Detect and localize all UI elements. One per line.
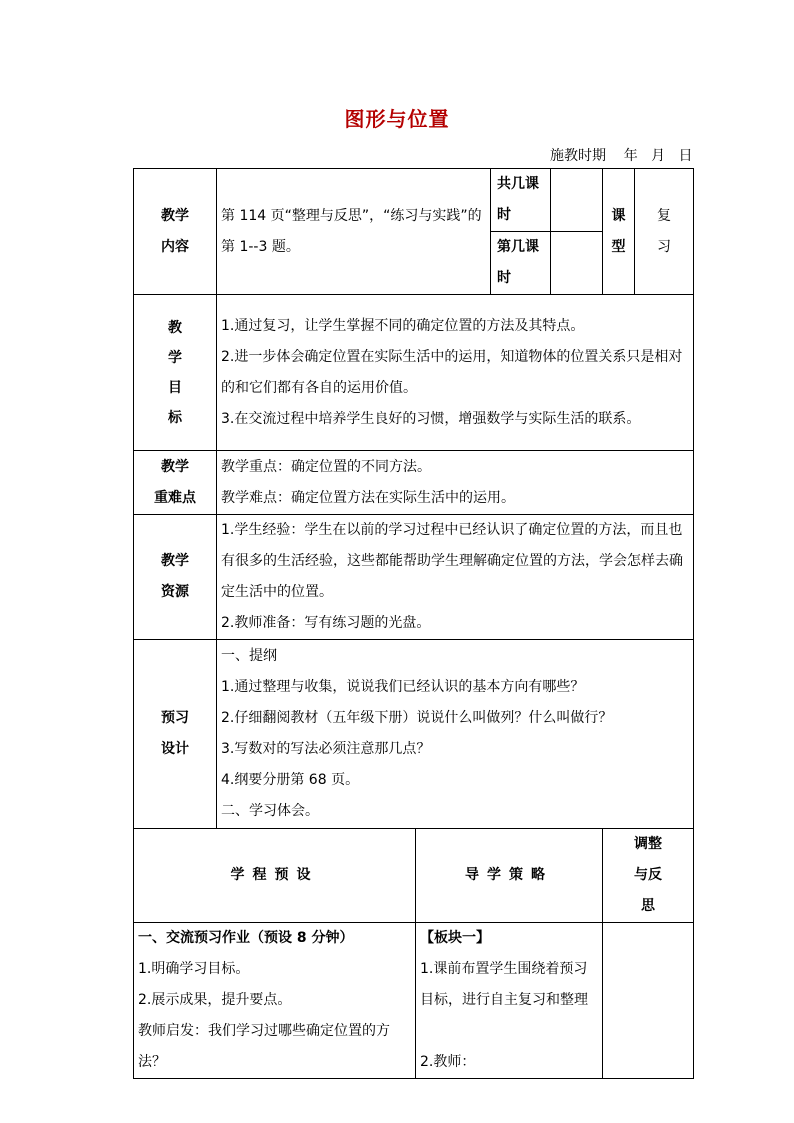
goals-label: 教 学 目 标: [134, 295, 217, 451]
preview-item: 3.写数对的写法必须注意那几点？: [221, 741, 431, 757]
strategy-header: 导学策略: [416, 829, 603, 923]
content-label: 教学 内容: [134, 169, 217, 295]
strategy-content: [416, 923, 603, 1079]
lesson-type-value: 复 习: [635, 169, 694, 295]
process-content: [134, 923, 416, 1079]
total-lessons-value: [551, 169, 603, 232]
strategy-item: 1.课前布置学生围绕着预习目标，进行自主复习和整理: [420, 961, 588, 1008]
process-heading: 一、交流预习作业（预设 8 分钟）: [138, 930, 354, 946]
process-item: 教师启发：我们学习过哪些确定位置的方法？: [138, 1023, 390, 1070]
key-point-item: 教学重点：确定位置的不同方法。: [221, 458, 431, 475]
preview-item: 1.通过整理与收集，说说我们已经认识的基本方向有哪些？: [221, 679, 585, 695]
current-lesson-label: 第几课时: [491, 232, 551, 295]
preview-item: 二、学习体会。: [221, 803, 319, 819]
key-points-label: 教学 重难点: [134, 451, 217, 515]
process-item: 2.展示成果，提升要点。: [138, 992, 292, 1008]
preview-item: 4.纲要分册第 68 页。: [221, 772, 360, 788]
page-title: 图形与位置: [344, 107, 450, 131]
current-lesson-value: [551, 232, 603, 295]
difficult-point-item: 教学难点：确定位置方法在实际生活中的运用。: [221, 489, 515, 506]
total-lessons-label: 共几课时: [491, 169, 551, 232]
goals-content: [217, 295, 694, 451]
teaching-date-line: 施教时期 年 月 日: [550, 148, 693, 164]
strategy-item: 2.教师：: [420, 1054, 476, 1070]
key-points-content: [217, 451, 694, 515]
resource-item: 1.学生经验：学生在以前的学习过程中已经认识了确定位置的方法，而且也有很多的生活经验，这些都能帮助学生理解确定位置的方法，学会怎样去确定生活中的位置。: [221, 522, 683, 600]
process-header: 学程预设: [134, 829, 416, 923]
content-text: 第 114 页“整理与反思”，“练习与实践”的第 1--3 题。: [217, 169, 491, 295]
lesson-plan-table: [133, 168, 694, 1079]
goal-item: 2.进一步体会确定位置在实际生活中的运用，知道物体的位置关系只是相对的和它们都有各自的运用价值。: [221, 348, 683, 396]
preview-content: [217, 640, 694, 829]
reflection-content: [603, 923, 694, 1079]
preview-item: 一、提纲: [221, 648, 277, 664]
preview-item: 2.仔细翻阅教材（五年级下册）说说什么叫做列？什么叫做行？: [221, 710, 613, 726]
resources-label: 教学 资源: [134, 515, 217, 640]
strategy-blank-line: [420, 1016, 598, 1047]
strategy-heading: 【板块一】: [420, 930, 490, 946]
lesson-type-label: 课 型: [603, 169, 635, 295]
reflection-header: 调整 与反 思: [603, 829, 694, 923]
resource-item: 2.教师准备：写有练习题的光盘。: [221, 615, 431, 631]
goal-item: 3.在交流过程中培养学生良好的习惯，增强数学与实际生活的联系。: [221, 410, 641, 427]
process-item: 1.明确学习目标。: [138, 961, 250, 977]
goal-item: 1.通过复习，让学生掌握不同的确定位置的方法及其特点。: [221, 317, 585, 334]
preview-label: 预习 设计: [134, 640, 217, 829]
resources-content: [217, 515, 694, 640]
